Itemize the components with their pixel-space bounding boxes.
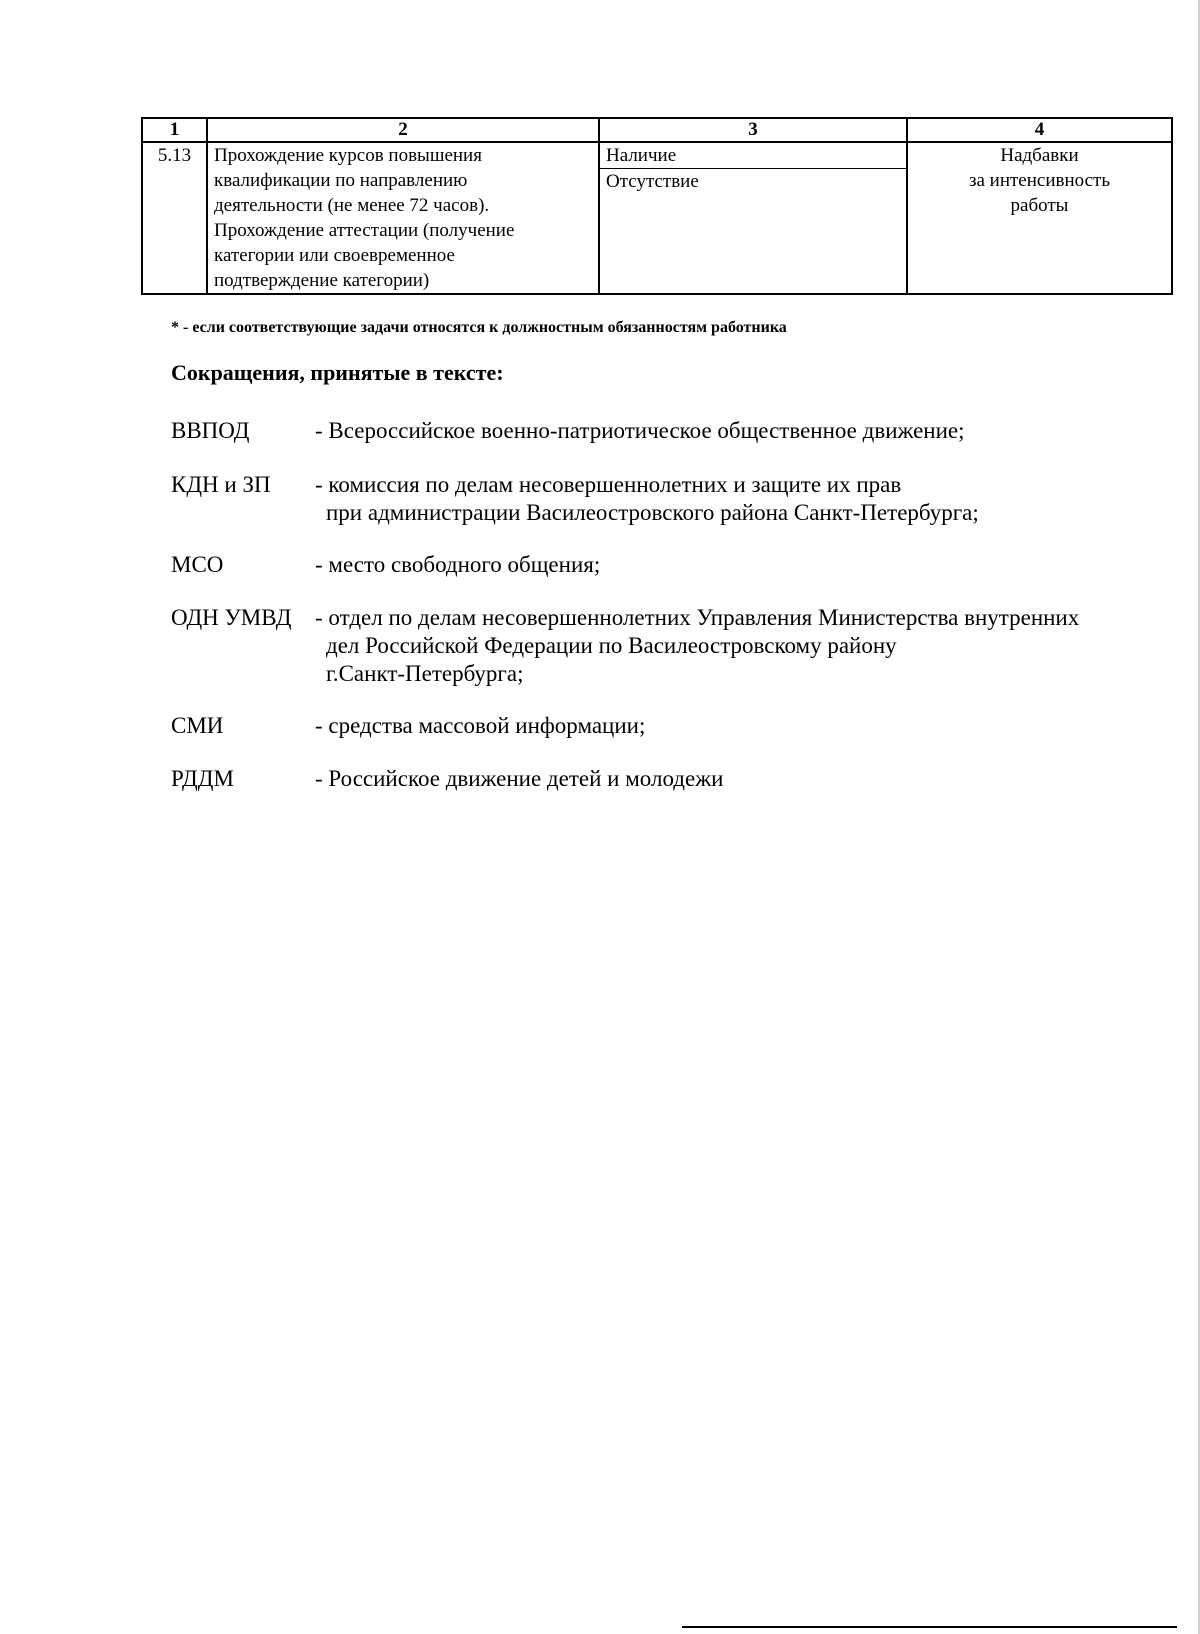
- option-present: Наличие: [600, 143, 906, 169]
- table-header-row: [142, 118, 1172, 142]
- criterion-line: Прохождение аттестации (получение: [214, 220, 515, 241]
- bottom-rule: [682, 1626, 1177, 1628]
- options-cell: [599, 142, 907, 294]
- abbreviations-title: Сокращения, принятые в тексте:: [171, 360, 504, 385]
- criterion-cell: [207, 142, 599, 294]
- definition-line: - отдел по делам несовершеннолетних Управления Министерства внутренних: [315, 605, 1080, 630]
- payment-line: за интенсивность: [968, 170, 1111, 191]
- abbreviation-term: КДН и ЗП: [171, 472, 271, 497]
- definition-line: - место свободного общения;: [315, 552, 601, 577]
- abbreviation-definition: [315, 551, 1175, 579]
- abbreviation-term: ВВПОД: [171, 418, 250, 443]
- criterion-line: подтверждение категории): [214, 270, 430, 291]
- abbreviation-definition: [315, 712, 1175, 740]
- row-number: 5.13: [142, 142, 207, 294]
- criterion-line: квалификации по направлению: [214, 170, 468, 191]
- payment-cell: [907, 142, 1172, 294]
- header-cell-3: 3: [599, 118, 907, 142]
- payment-line: работы: [1010, 195, 1069, 216]
- definition-line: - Всероссийское военно-патриотическое общественное движение;: [315, 418, 965, 443]
- abbreviation-term: МСО: [171, 552, 224, 577]
- definition-line: - средства массовой информации;: [315, 713, 646, 738]
- definition-line: г.Санкт-Петербурга;: [326, 661, 524, 686]
- definition-line: - Российское движение детей и молодежи: [315, 766, 724, 791]
- abbreviation-term: ОДН УМВД: [171, 605, 292, 630]
- abbreviation-term: СМИ: [171, 713, 224, 738]
- criterion-line: категории или своевременное: [214, 245, 455, 266]
- option-absent: Отсутствие: [606, 171, 699, 192]
- abbreviation-term: РДДМ: [171, 766, 234, 791]
- header-cell-2: 2: [207, 118, 599, 142]
- table-row: [142, 142, 1172, 294]
- definition-line: дел Российской Федерации по Василеостровскому району: [326, 633, 897, 658]
- header-cell-1: 1: [142, 118, 207, 142]
- abbreviation-definition: [315, 471, 1175, 527]
- abbreviation-definition: [315, 765, 1175, 793]
- criterion-line: деятельности (не менее 72 часов).: [214, 195, 490, 216]
- payment-line: Надбавки: [1000, 145, 1079, 166]
- footnote: * - если соответствующие задачи относятся к должностным обязанностям работника: [171, 319, 787, 336]
- header-cell-4: 4: [907, 118, 1172, 142]
- criteria-table: [141, 117, 1173, 295]
- abbreviation-definition: [315, 604, 1175, 688]
- abbreviation-definition: [315, 417, 1175, 445]
- definition-line: при администрации Василеостровского района Санкт-Петербурга;: [326, 500, 979, 525]
- criterion-line: Прохождение курсов повышения: [214, 145, 482, 166]
- definition-line: - комиссия по делам несовершеннолетних и защите их прав: [315, 472, 902, 497]
